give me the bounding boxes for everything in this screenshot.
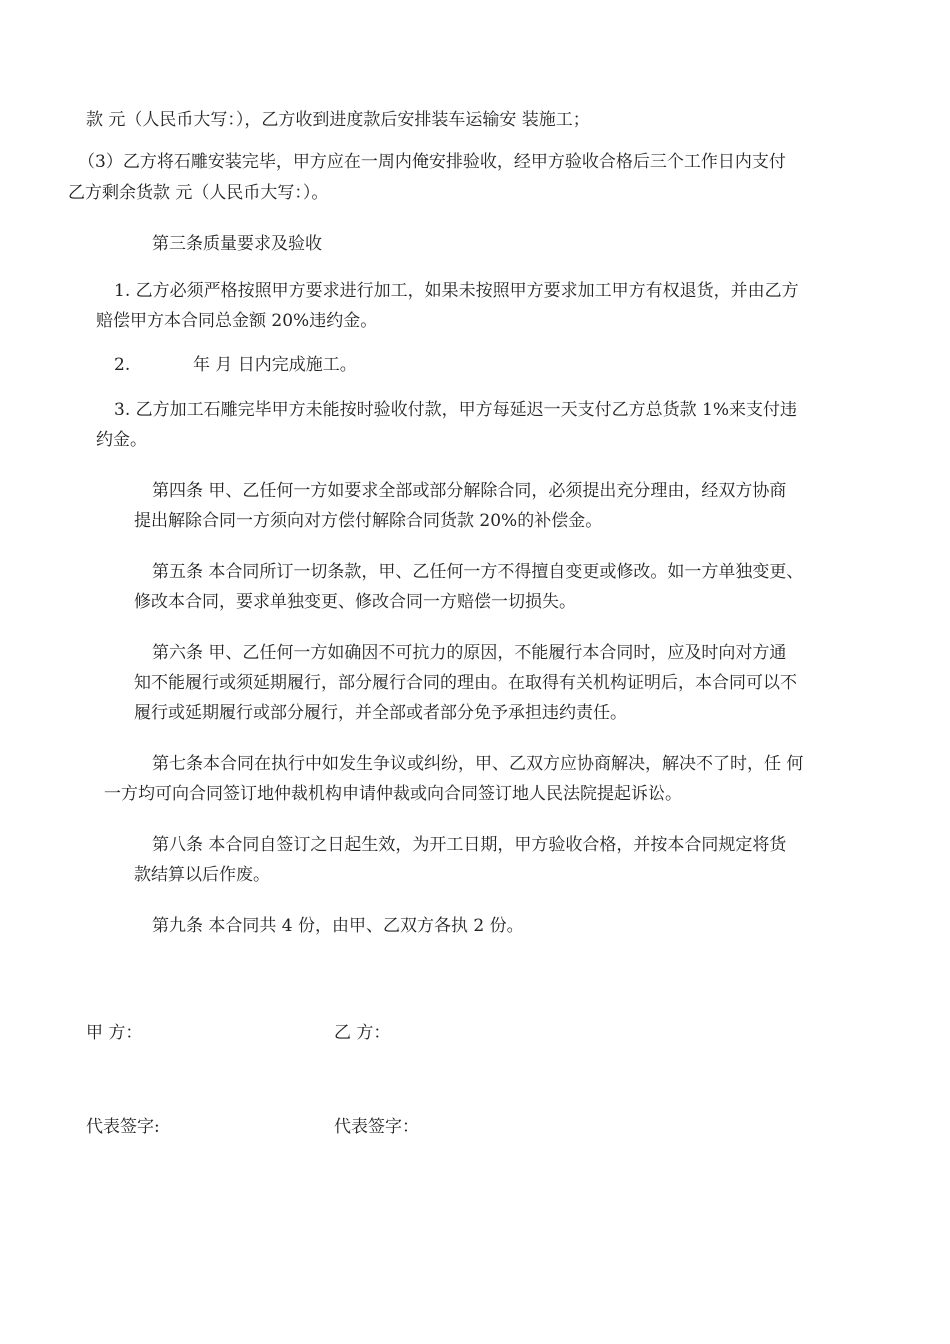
article-6-line-2: 知不能履行或须延期履行，部分履行合同的理由。在取得有关机构证明后，本合同可以不 [134, 673, 797, 693]
party-b-representative-signature-label: 代表签字： [334, 1117, 419, 1137]
article-3-item-1-line-1: 1. 乙方必须严格按照甲方要求进行加工，如果未按照甲方要求加工甲方有权退货，并由乙方 [114, 281, 799, 301]
article-3-heading: 第三条质量要求及验收 [152, 234, 322, 254]
article-3-item-2-number: 2. [114, 355, 131, 375]
article-5-line-1: 第五条 本合同所订一切条款，甲、乙任何一方不得擅自变更或修改。如一方单独变更、 [152, 562, 804, 582]
article-4-line-1: 第四条 甲、乙任何一方如要求全部或部分解除合同，必须提出充分理由，经双方协商 [152, 481, 787, 501]
article-6-line-1: 第六条 甲、乙任何一方如确因不可抗力的原因，不能履行本合同时，应及时向对方通 [152, 643, 787, 663]
article-6-line-3: 履行或延期履行或部分履行，并全部或者部分免予承担违约责任。 [134, 703, 627, 723]
article-4-line-2: 提出解除合同一方须向对方偿付解除合同货款 20%的补偿金。 [134, 511, 603, 531]
article-7-line-1: 第七条本合同在执行中如发生争议或纠纷，甲、乙双方应协商解决，解决不了时，任 何 [152, 754, 804, 774]
article-7-line-2: 一方均可向合同签订地仲裁机构申请仲裁或向合同签订地人民法院提起诉讼。 [104, 784, 682, 804]
payment-item-3-line-1: （3）乙方将石雕安装完毕，甲方应在一周内俺安排验收，经甲方验收合格后三个工作日内支付 [78, 152, 786, 172]
payment-item-3-line-2: 乙方剩余货款 元（人民币大写：）。 [68, 183, 329, 203]
article-8-line-2: 款结算以后作废。 [134, 865, 270, 885]
article-3-item-2-text: 年 月 日内完成施工。 [193, 355, 357, 375]
article-3-item-3-line-1: 3. 乙方加工石雕完毕甲方未能按时验收付款，甲方每延迟一天支付乙方总货款 1%来支付违 [114, 400, 797, 420]
payment-clause-continued: 款 元（人民币大写：），乙方收到进度款后安排装车运输安 装施工； [86, 110, 590, 130]
article-5-line-2: 修改本合同，要求单独变更、修改合同一方赔偿一切损失。 [134, 592, 576, 612]
party-a-representative-signature-label: 代表签字: [86, 1117, 160, 1137]
article-9-line-1: 第九条 本合同共 4 份，由甲、乙双方各执 2 份。 [152, 916, 524, 936]
article-8-line-1: 第八条 本合同自签订之日起生效，为开工日期，甲方验收合格，并按本合同规定将货 [152, 835, 787, 855]
party-b-label: 乙 方： [334, 1023, 391, 1043]
party-a-label: 甲 方： [86, 1023, 143, 1043]
article-3-item-3-line-2: 约金。 [96, 430, 147, 450]
article-3-item-1-line-2: 赔偿甲方本合同总金额 20%违约金。 [96, 311, 378, 331]
